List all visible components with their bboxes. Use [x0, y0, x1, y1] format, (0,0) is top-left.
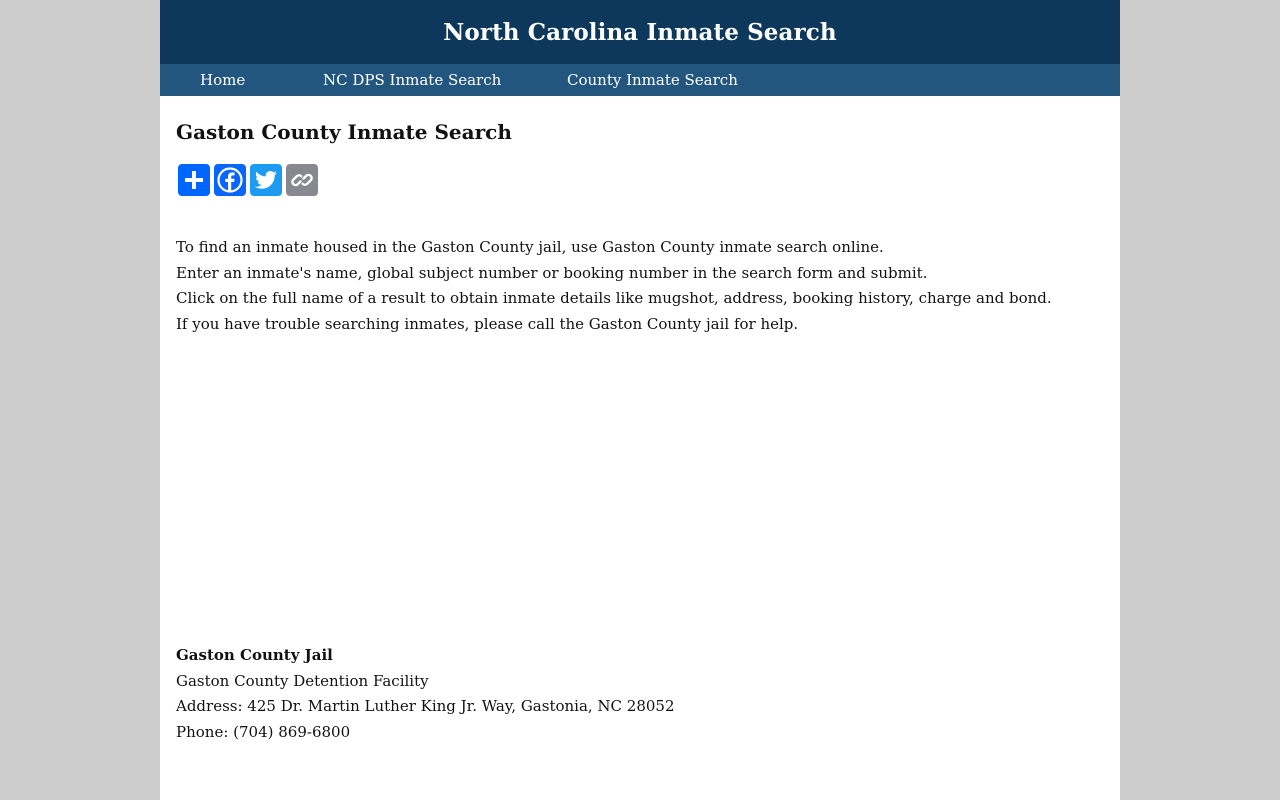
jail-facility: Gaston County Detention Facility	[176, 671, 429, 690]
jail-address: Address: 425 Dr. Martin Luther King Jr. Way, Gastonia, NC 28052	[176, 697, 675, 716]
page-title: Gaston County Inmate Search	[176, 120, 512, 144]
intro-text	[176, 235, 1096, 338]
jail-name: Gaston County Jail	[176, 646, 333, 664]
jail-info	[176, 643, 1096, 746]
nav-item-county-inmate-search[interactable]: County Inmate Search	[567, 71, 738, 89]
twitter-icon	[253, 168, 279, 192]
facebook-share-button[interactable]	[214, 164, 246, 196]
nav-item-home[interactable]: Home	[200, 71, 246, 89]
intro-line: To find an inmate housed in the Gaston County jail, use Gaston County inmate search online.	[176, 238, 884, 256]
site-title[interactable]: North Carolina Inmate Search	[443, 18, 837, 46]
plus-icon	[183, 169, 205, 191]
page-container	[160, 0, 1120, 800]
facebook-icon	[217, 167, 243, 193]
intro-line: If you have trouble searching inmates, please call the Gaston County jail for help.	[176, 315, 799, 334]
intro-line: Enter an inmate's name, global subject number or booking number in the search form and submit.	[176, 263, 928, 282]
share-button[interactable]	[178, 164, 210, 196]
main-nav	[160, 64, 1120, 96]
share-bar	[178, 164, 318, 196]
jail-phone: Phone: (704) 869-6800	[176, 723, 351, 742]
site-header	[160, 0, 1120, 64]
twitter-share-button[interactable]	[250, 164, 282, 196]
copy-link-button[interactable]	[286, 164, 318, 196]
intro-line: Click on the full name of a result to obtain inmate details like mugshot, address, booking history, charge and bond.	[176, 289, 1052, 308]
link-icon	[289, 167, 315, 193]
nav-item-nc-dps-inmate-search[interactable]: NC DPS Inmate Search	[323, 71, 502, 89]
